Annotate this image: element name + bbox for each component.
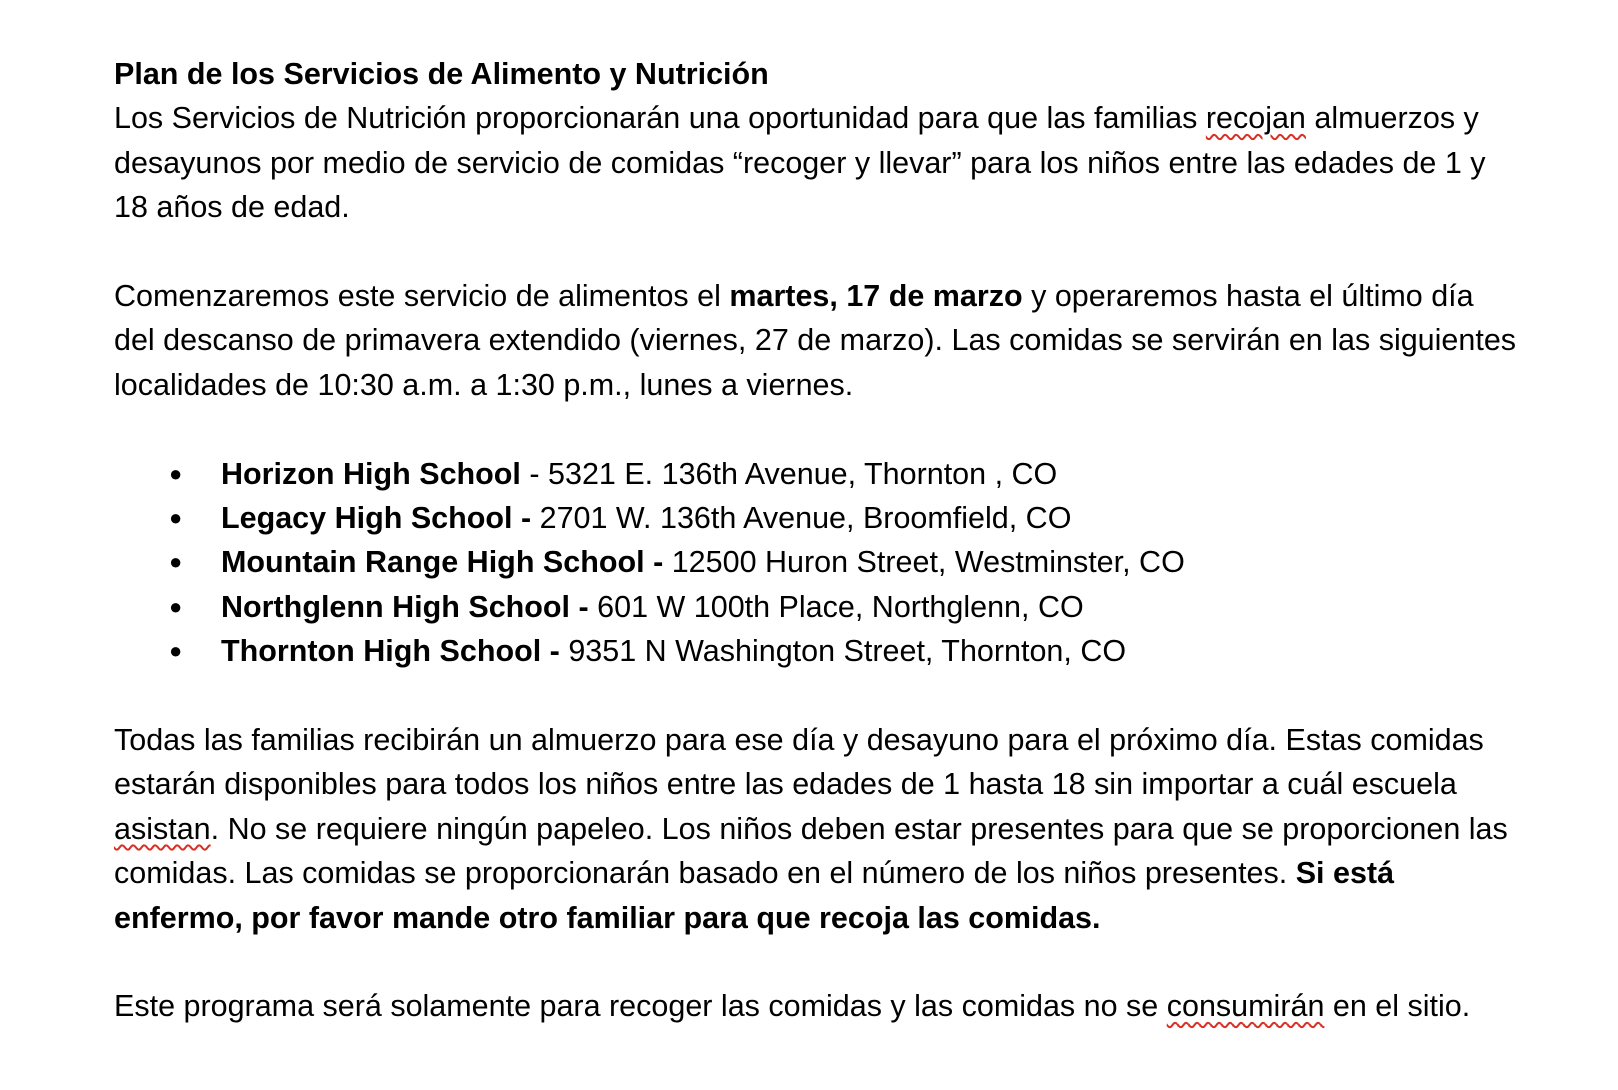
locations-list [114, 452, 1518, 674]
location-name: Legacy High School - [221, 501, 532, 536]
bullet-icon: ● [169, 460, 183, 486]
schedule-paragraph [114, 274, 1518, 407]
paragraph-gap [114, 230, 1518, 274]
details-paragraph [114, 718, 1518, 940]
list-item [114, 629, 1518, 673]
schedule-text: Comenzaremos este servicio de alimentos el [114, 279, 730, 314]
paragraph-gap [114, 674, 1518, 718]
bullet-icon: ● [169, 638, 183, 664]
closing-text: Este programa será solamente para recoger las comidas y las comidas no se [114, 989, 1167, 1024]
paragraph-gap [114, 407, 1518, 451]
document-title-line [114, 52, 1518, 230]
sick-notice: Si está enfermo, por favor mande otro familiar para que recoja las comidas. [114, 856, 1395, 935]
location-address: 2701 W. 136th Avenue, Broomfield, CO [539, 501, 1072, 536]
location-name: Northglenn High School - [221, 589, 589, 624]
location-separator [531, 501, 539, 535]
list-item [114, 540, 1518, 584]
document-title: Plan de los Servicios de Alimento y Nutrición [114, 57, 769, 91]
location-address: 12500 Huron Street, Westminster, CO [671, 545, 1185, 580]
location-address: 601 W 100th Place, Northglenn, CO [597, 589, 1084, 624]
closing-text-continued: en el sitio. [1324, 989, 1471, 1024]
details-text: Todas las familias recibirán un almuerzo para ese día y desayuno para el próximo día. Estas comidas estarán disponibles para todos los niños entre las edades de 1 hasta 18 sin importar a cuál escuela [114, 723, 1484, 802]
bullet-icon: ● [169, 549, 183, 575]
list-item [114, 585, 1518, 629]
location-name: Thornton High School - [221, 634, 560, 669]
location-name: Mountain Range High School - [221, 545, 664, 580]
schedule-text-continued: y operaremos hasta el último día del descanso de primavera extendido (viernes, 27 de marzo). Las comidas se servirán en las siguientes localidades de 10:30 a.m. a 1:30 p.m., lunes a viernes. [114, 279, 1517, 402]
bullet-icon: ● [169, 593, 183, 619]
list-item [114, 452, 1518, 496]
start-date: martes, 17 de marzo [729, 279, 1023, 314]
intro-text-continued: almuerzos y desayunos por medio de servicio de comidas “recoger y llevar” para los niños entre las edades de 1 y 18 años de edad. [114, 101, 1486, 225]
closing-paragraph [114, 984, 1518, 1028]
location-separator [589, 590, 597, 624]
location-name: Horizon High School [221, 456, 521, 491]
intro-text: Los Servicios de Nutrición proporcionarán una oportunidad para que las familias [114, 101, 1206, 136]
paragraph-gap [114, 940, 1518, 984]
location-separator: - [520, 456, 549, 491]
list-item [114, 496, 1518, 540]
spellcheck-word[interactable]: recojan [1205, 101, 1306, 136]
spellcheck-word[interactable]: consumirán [1166, 989, 1325, 1024]
bullet-icon: ● [169, 505, 183, 531]
details-text-continued: . No se requiere ningún papeleo. Los niños deben estar presentes para que se proporcionen las comidas. Las comidas se proporcionarán basado en el número de los niños presentes. [114, 811, 1508, 891]
location-separator [663, 545, 671, 579]
location-address: 9351 N Washington Street, Thornton, CO [568, 634, 1127, 669]
spellcheck-word[interactable]: asistan [114, 811, 211, 846]
location-address: 5321 E. 136th Avenue, Thornton , CO [548, 456, 1058, 491]
